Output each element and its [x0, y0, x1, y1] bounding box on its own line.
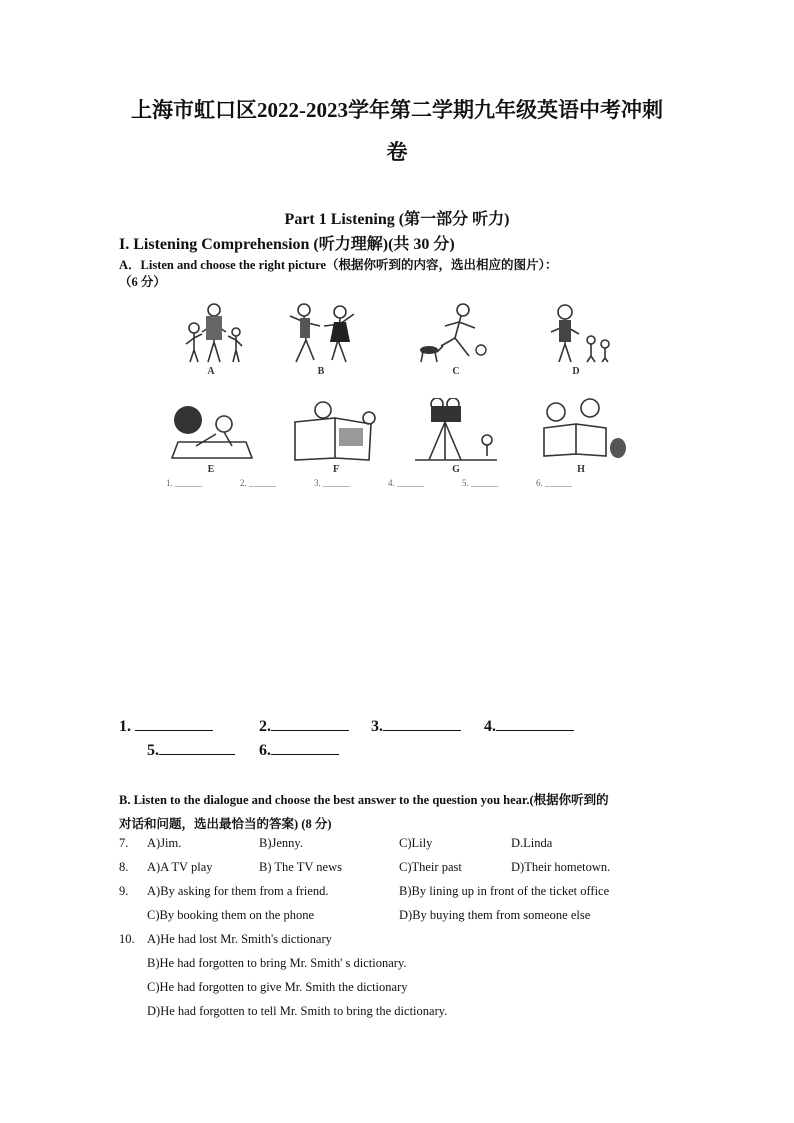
picture-label: B — [317, 366, 325, 377]
question-number: 8. — [119, 860, 129, 874]
answer-blank[interactable] — [383, 716, 461, 731]
family-icon — [156, 300, 266, 366]
picture-d — [521, 300, 631, 378]
runner-with-dog-icon — [401, 300, 511, 366]
option-d[interactable]: D.Linda — [511, 836, 553, 850]
answer-1 — [119, 716, 213, 736]
picture-label: D — [572, 366, 580, 377]
picture-label: C — [452, 366, 460, 377]
question-number: 9. — [119, 884, 129, 898]
answer-label: 5. — [147, 742, 159, 759]
option-c[interactable]: C)By booking them on the phone — [147, 908, 314, 922]
picture-h — [526, 398, 636, 476]
part-heading: Part 1 Listening (第一部分 听力) — [284, 211, 510, 228]
picture-g — [401, 398, 511, 476]
child-drawing-icon — [156, 398, 266, 464]
option-d[interactable]: D)He had forgotten to tell Mr. Smith to bring the dictionary. — [147, 1004, 448, 1018]
answer-label: 4. — [484, 718, 496, 735]
option-b[interactable]: B)Jenny. — [259, 836, 303, 850]
picture-grid — [150, 300, 650, 495]
option-a[interactable]: A)By asking for them from a friend. — [147, 884, 329, 898]
answer-blank[interactable] — [271, 716, 349, 731]
option-b[interactable]: B)He had forgotten to bring Mr. Smith' s dictionary. — [147, 956, 407, 970]
answer-blank[interactable] — [135, 716, 213, 731]
answer-label: 1. — [119, 718, 131, 735]
page-title-line1: 上海市虹口区2022-2023学年第二学期九年级英语中考冲刺 — [131, 98, 663, 122]
option-c[interactable]: C)Lily — [399, 836, 433, 850]
mini-blank: 2. ______ — [240, 478, 276, 488]
section-heading: I. Listening Comprehension (听力理解)(共 30 分) — [119, 236, 455, 253]
picture-label: G — [452, 464, 460, 475]
answer-5 — [147, 740, 235, 760]
part-a-instruction: A．Listen and choose the right picture（根据你听到的内容，选出相应的图片）： — [119, 258, 558, 272]
picture-a — [156, 300, 266, 378]
answer-label: 2. — [259, 718, 271, 735]
option-a[interactable]: A)He had lost Mr. Smith's dictionary — [147, 932, 332, 946]
picture-f — [281, 398, 391, 476]
option-c[interactable]: C)He had forgotten to give Mr. Smith the dictionary — [147, 980, 408, 994]
mini-blank: 6. ______ — [536, 478, 572, 488]
answer-blank[interactable] — [159, 740, 235, 755]
option-a[interactable]: A)Jim. — [147, 836, 182, 850]
question-number: 7. — [119, 836, 129, 850]
option-a[interactable]: A)A TV play — [147, 860, 213, 874]
picture-blanks-row — [166, 478, 636, 488]
page-title-line2: 卷 — [386, 140, 408, 164]
dancing-couple-icon — [266, 300, 376, 366]
question-number: 10. — [119, 932, 135, 946]
picture-label: E — [207, 464, 215, 475]
answer-label: 6. — [259, 742, 271, 759]
part-b-instruction — [119, 788, 689, 836]
mini-blank: 3. ______ — [314, 478, 350, 488]
answer-blank[interactable] — [496, 716, 574, 731]
option-d[interactable]: D)Their hometown. — [511, 860, 611, 874]
option-c[interactable]: C)Their past — [399, 860, 462, 874]
picture-b — [266, 300, 376, 378]
part-a-score: （6 分） — [119, 275, 166, 289]
film-camera-icon — [401, 398, 511, 464]
option-b[interactable]: B)By lining up in front of the ticket office — [399, 884, 610, 898]
option-d[interactable]: D)By buying them from someone else — [399, 908, 591, 922]
father-and-children-icon — [521, 300, 631, 366]
mini-blank: 1. ______ — [166, 478, 202, 488]
answer-blank[interactable] — [271, 740, 339, 755]
answer-2 — [259, 716, 349, 736]
mini-blank: 5. ______ — [462, 478, 498, 488]
mini-blank: 4. ______ — [388, 478, 424, 488]
part-b-instruction-line1: B. Listen to the dialogue and choose the best answer to the question you hear.(根据你听到的 — [119, 793, 609, 807]
part-b-instruction-line2: 对话和问题，选出最恰当的答案) (8 分) — [119, 817, 332, 831]
answer-6 — [259, 740, 339, 760]
answer-label: 3. — [371, 718, 383, 735]
picture-label: A — [207, 366, 215, 377]
picture-label: F — [332, 464, 340, 475]
reading-together-icon — [526, 398, 636, 464]
picture-e — [156, 398, 266, 476]
answer-3 — [371, 716, 461, 736]
picture-c — [401, 300, 511, 378]
answer-4 — [484, 716, 574, 736]
option-b[interactable]: B) The TV news — [259, 860, 342, 874]
picture-label: H — [577, 464, 585, 475]
reading-book-icon — [281, 398, 391, 464]
